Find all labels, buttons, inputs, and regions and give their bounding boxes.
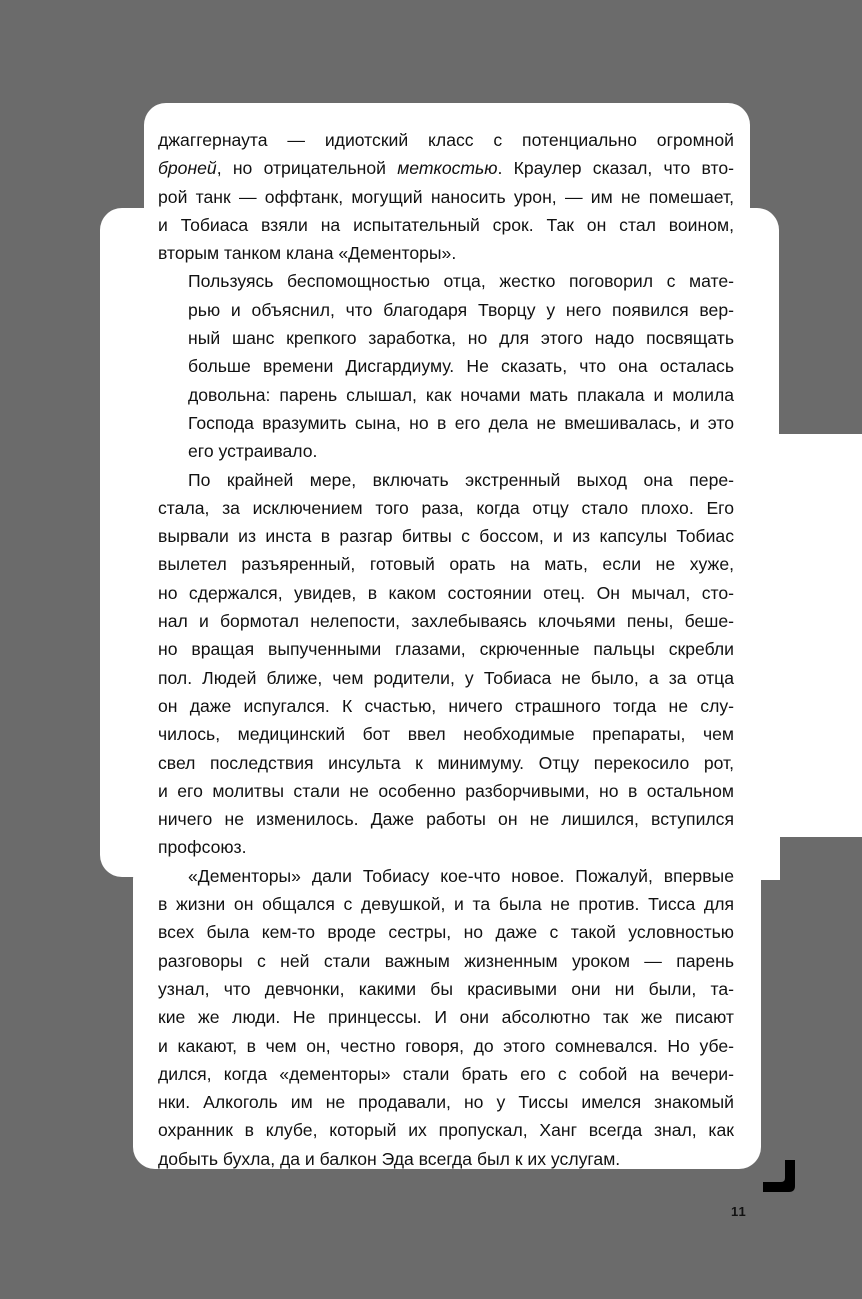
text-line: рой танк — оффтанк, могущий наносить урон, — им не помешает, [158,186,734,207]
text-line: узнал, что девчонки, какими бы красивыми они ни были, та- [158,978,734,999]
paragraph-2 [158,267,734,465]
text-line: вырвали из инста в разгар битвы с боссом, и из капсулы Тобиас [158,526,734,547]
text-line: вылетел разъяренный, готовый орать на мать, если не хуже, [158,554,734,575]
text-line: вторым танком клана «Дементоры». [158,243,457,264]
paragraph-1 [158,126,734,267]
text-line: Пользуясь беспомощностью отца, жестко поговорил с мате- [188,271,734,292]
text-line: пол. Людей ближе, чем родители, у Тобиаса не было, а за отца [158,667,734,688]
text-line: он даже испугался. К счастью, ничего страшного тогда не слу- [158,695,734,716]
text-line: профсоюз. [158,837,247,858]
text-line: довольна: парень слышал, как ночами мать плакала и молила [188,384,734,405]
text-line: и его молитвы стали не особенно разборчивыми, но в остальном [158,780,734,801]
text-line: ный шанс крепкого заработка, но для этого надо посвящать [188,328,734,349]
text-line: охранник в клубе, который их пропускал, Ханг всегда знал, как [158,1120,734,1141]
italic-term: броней [158,158,217,179]
italic-term: меткостью [397,158,498,179]
text-line: и какают, в чем он, честно говоря, до этого сомневался. Но убе- [158,1035,734,1056]
text-line: Господа вразумить сына, но в его дела не вмешивалась, и это [188,412,734,433]
text-line: дился, когда «дементоры» стали брать его с собой на вечери- [158,1063,734,1084]
body-text [158,126,734,1173]
text-line: добыть бухла, да и балкон Эда всегда был к их услугам. [158,1148,621,1169]
text-line: его устраивало. [188,441,318,462]
text-line: нал и бормотал нелепости, захлебываясь клочьями пены, беше- [158,611,734,632]
text-line [158,154,734,182]
paragraph-3 [158,466,734,862]
text-fragment: , но отрицательной [216,158,398,179]
page-number: 11 [731,1204,747,1219]
text-line: всех была кем-то вроде сестры, но даже с такой условностью [158,922,734,943]
text-line: рью и объяснил, что благодаря Творцу у него появился вер- [188,299,734,320]
text-line: свел последствия инсульта к минимуму. Отцу перекосило рот, [158,752,734,773]
paragraph-4 [158,862,734,1173]
text-line: стала, за исключением того раза, когда отцу стало плохо. Его [158,497,734,518]
text-line: кие же люди. Не принцессы. И они абсолютно так же писают [158,1007,734,1028]
text-line: чилось, медицинский бот ввел необходимые препараты, чем [158,724,734,745]
text-line: «Дементоры» дали Тобиасу кое-что новое. Пожалуй, впервые [188,865,734,886]
text-line: ничего не изменилось. Даже работы он не лишился, вступился [158,809,734,830]
text-line: нки. Алкоголь им не продавали, но у Тиссы имелся знакомый [158,1092,734,1113]
text-line: джаггернаута — идиотский класс с потенциально огромной [158,130,734,150]
text-line: разговоры с ней стали важным жизненным уроком — парень [158,950,734,971]
text-line: и Тобиаса взяли на испытательный срок. Так он стал воином, [158,214,734,235]
text-line: больше времени Дисгардиуму. Не сказать, что она осталась [188,356,734,377]
text-fragment: . Краулер сказал, что вто- [497,158,735,179]
corner-mark-icon [763,1160,795,1192]
text-line: в жизни он общался с девушкой, и та была не против. Тисса для [158,894,734,915]
text-line: но сдержался, увидев, в каком состоянии отец. Он мычал, сто- [158,582,734,603]
text-line: По крайней мере, включать экстренный выход она пере- [188,469,734,490]
text-line: но вращая выпученными глазами, скрюченные пальцы скребли [158,639,734,660]
